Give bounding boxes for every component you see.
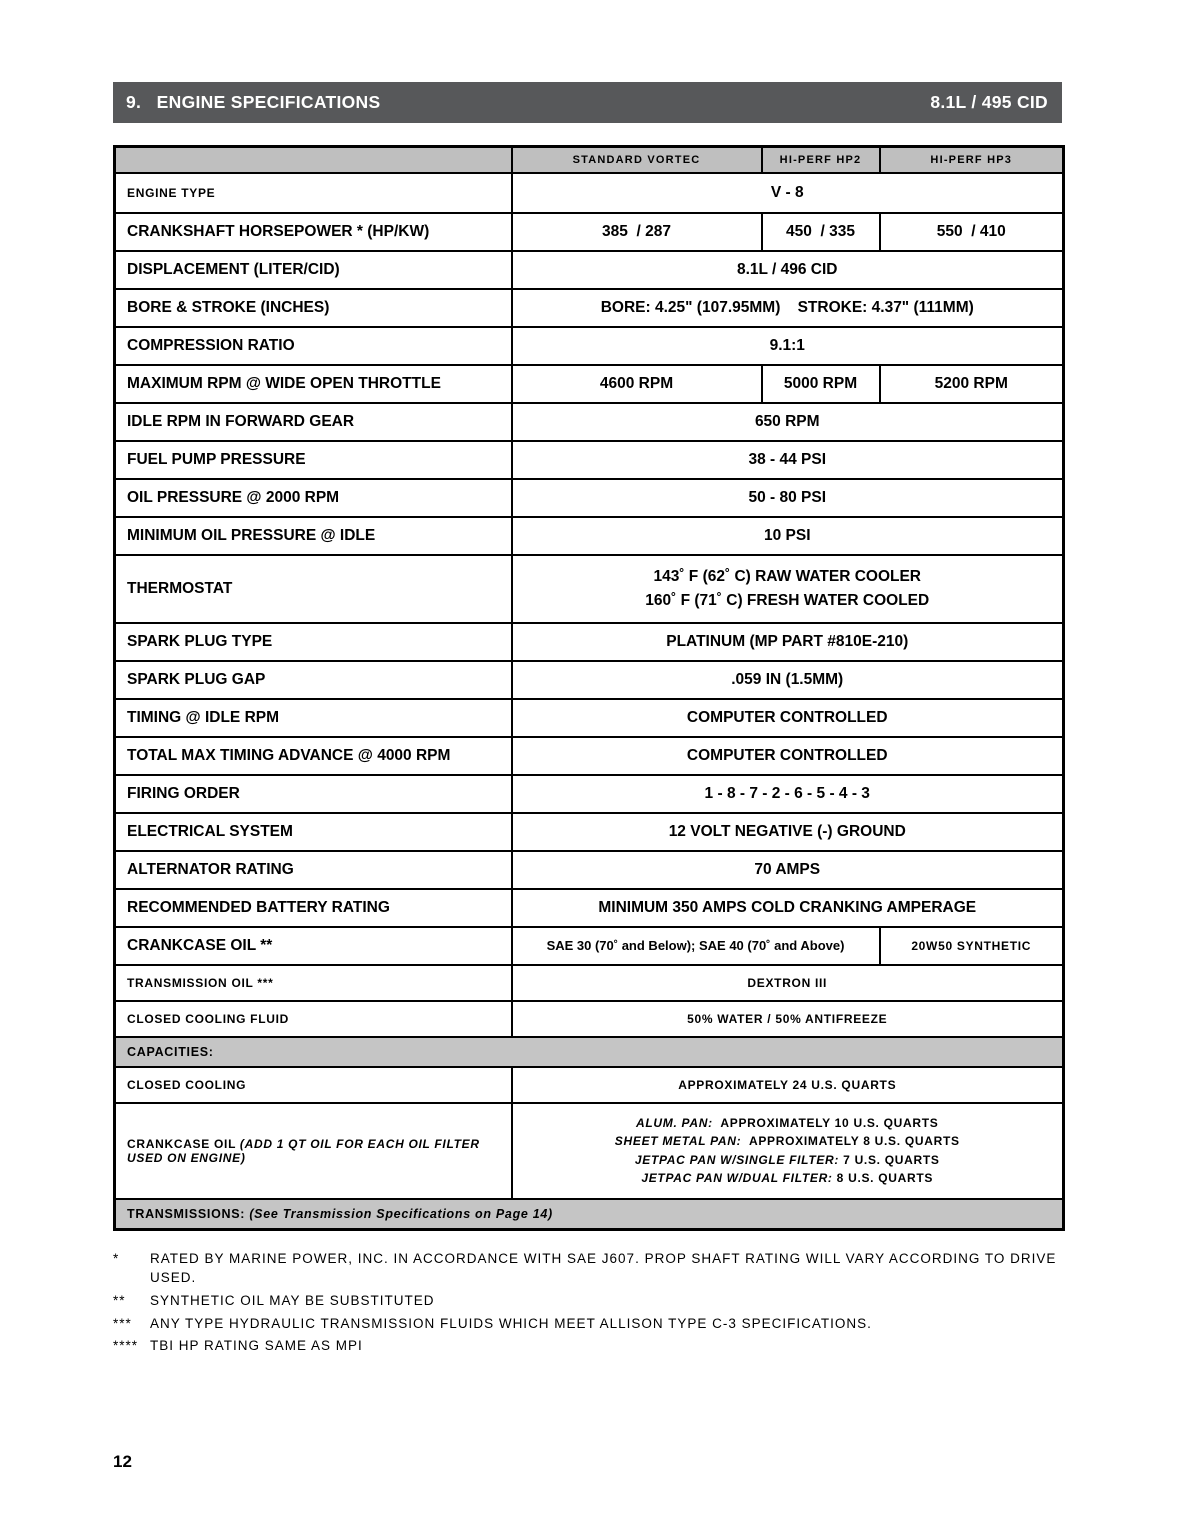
row-value: 50 - 80 PSI <box>512 479 1064 517</box>
row-value: COMPUTER CONTROLLED <box>512 699 1064 737</box>
row-label: BORE & STROKE (INCHES) <box>115 289 512 327</box>
value-line-label: JETPAC PAN W/DUAL FILTER: <box>641 1171 833 1186</box>
table-row <box>115 289 1064 327</box>
row-value: BORE: 4.25" (107.95MM) STROKE: 4.37" (111MM) <box>512 289 1064 327</box>
value-line-label: SHEET METAL PAN: <box>614 1134 742 1149</box>
text-italic-part: (ADD 1 QT OIL FOR EACH OIL FILTER USED ON ENGINE) <box>127 1136 480 1165</box>
row-value: DEXTRON III <box>512 965 1064 1001</box>
table-row <box>115 813 1064 851</box>
column-header: HI-PERF HP2 <box>762 147 880 173</box>
value-line-label: ALUM. PAN: <box>636 1115 713 1130</box>
footnote-marker: ** <box>113 1293 126 1309</box>
footnote-marker: **** <box>113 1338 139 1354</box>
footnote-marker: * <box>113 1250 120 1266</box>
row-label: CLOSED COOLING <box>115 1067 512 1103</box>
text-part: CRANKCASE OIL <box>127 1136 240 1151</box>
row-value: V - 8 <box>512 173 1064 213</box>
row-label: TOTAL MAX TIMING ADVANCE @ 4000 RPM <box>115 737 512 775</box>
row-value: 1 - 8 - 7 - 2 - 6 - 5 - 4 - 3 <box>512 775 1064 813</box>
value-line-text: APPROXIMATELY 10 U.S. QUARTS <box>712 1115 939 1130</box>
row-label <box>115 1103 512 1199</box>
value-line <box>521 1169 1055 1188</box>
row-value: MINIMUM 350 AMPS COLD CRANKING AMPERAGE <box>512 889 1064 927</box>
footnote-text: TBI HP RATING SAME AS MPI <box>150 1338 363 1354</box>
table-row <box>115 889 1064 927</box>
row-value: APPROXIMATELY 24 U.S. QUARTS <box>512 1067 1064 1103</box>
row-label: SPARK PLUG GAP <box>115 661 512 699</box>
row-value <box>512 555 1064 623</box>
row-value: 4600 RPM <box>512 365 762 403</box>
row-value: 5200 RPM <box>880 365 1064 403</box>
row-label: RECOMMENDED BATTERY RATING <box>115 889 512 927</box>
row-value: 12 VOLT NEGATIVE (-) GROUND <box>512 813 1064 851</box>
value-line-text: APPROXIMATELY 8 U.S. QUARTS <box>741 1134 960 1149</box>
table-row <box>115 327 1064 365</box>
row-label: CLOSED COOLING FLUID <box>115 1001 512 1037</box>
column-header: HI-PERF HP3 <box>880 147 1064 173</box>
table-row <box>115 1001 1064 1037</box>
row-value: 385 / 287 <box>512 213 762 251</box>
row-value: PLATINUM (MP PART #810E-210) <box>512 623 1064 661</box>
value-line-text: 7 U.S. QUARTS <box>839 1152 940 1167</box>
column-header-empty <box>115 147 512 173</box>
row-value: 650 RPM <box>512 403 1064 441</box>
footnote-text: RATED BY MARINE POWER, INC. IN ACCORDANCE WITH SAE J607. PROP SHAFT RATING WILL VARY ACCORDING TO DRIVE USED. <box>150 1250 1057 1286</box>
table-row <box>115 965 1064 1001</box>
text-part: CAPACITIES: <box>127 1044 214 1059</box>
table-row <box>115 173 1064 213</box>
column-header: STANDARD VORTEC <box>512 147 762 173</box>
text-italic-part: (See Transmission Specifications on Page 14) <box>249 1206 553 1221</box>
value-line-text: 8 U.S. QUARTS <box>832 1171 934 1186</box>
value-line: 143˚ F (62˚ C) RAW WATER COOLER <box>653 567 922 585</box>
row-label: ENGINE TYPE <box>115 173 512 213</box>
table-row <box>115 661 1064 699</box>
row-label: FUEL PUMP PRESSURE <box>115 441 512 479</box>
table-row <box>115 441 1064 479</box>
row-value: 8.1L / 496 CID <box>512 251 1064 289</box>
row-value <box>512 1103 1064 1199</box>
spec-table-body <box>115 147 1064 1230</box>
row-label: ALTERNATOR RATING <box>115 851 512 889</box>
footnotes <box>113 1249 1062 1356</box>
row-value: 10 PSI <box>512 517 1064 555</box>
row-label: OIL PRESSURE @ 2000 RPM <box>115 479 512 517</box>
footnote-marker: *** <box>113 1315 132 1331</box>
table-row <box>115 1103 1064 1199</box>
table-row <box>115 699 1064 737</box>
table-row <box>115 927 1064 965</box>
row-label: CRANKSHAFT HORSEPOWER * (HP/KW) <box>115 213 512 251</box>
row-label: MINIMUM OIL PRESSURE @ IDLE <box>115 517 512 555</box>
row-value-main: SAE 30 (70˚ and Below); SAE 40 (70˚ and Above) <box>512 927 880 965</box>
value-line <box>521 1114 1055 1133</box>
table-row <box>115 365 1064 403</box>
section-row-cell <box>115 1199 1064 1230</box>
footnote <box>113 1336 1062 1356</box>
footnote <box>113 1314 1062 1334</box>
value-line: 160˚ F (71˚ C) FRESH WATER COOLED <box>645 591 930 609</box>
text-part: TRANSMISSIONS: <box>127 1206 250 1221</box>
table-row <box>115 403 1064 441</box>
table-row <box>115 851 1064 889</box>
row-value: 38 - 44 PSI <box>512 441 1064 479</box>
table-row <box>115 1067 1064 1103</box>
table-row <box>115 623 1064 661</box>
row-value: 50% WATER / 50% ANTIFREEZE <box>512 1001 1064 1037</box>
footnote-text: SYNTHETIC OIL MAY BE SUBSTITUTED <box>150 1293 435 1309</box>
footnote-text: ANY TYPE HYDRAULIC TRANSMISSION FLUIDS WHICH MEET ALLISON TYPE C-3 SPECIFICATIONS. <box>150 1315 872 1331</box>
footnote <box>113 1249 1062 1288</box>
row-label: TRANSMISSION OIL *** <box>115 965 512 1001</box>
row-value: 450 / 335 <box>762 213 880 251</box>
row-label: MAXIMUM RPM @ WIDE OPEN THROTTLE <box>115 365 512 403</box>
value-line <box>521 1132 1055 1151</box>
engine-spec-table <box>113 145 1065 1231</box>
table-row <box>115 479 1064 517</box>
row-label: SPARK PLUG TYPE <box>115 623 512 661</box>
row-label: CRANKCASE OIL ** <box>115 927 512 965</box>
row-label: TIMING @ IDLE RPM <box>115 699 512 737</box>
table-row <box>115 213 1064 251</box>
section-header-bar <box>113 82 1062 123</box>
table-row <box>115 1037 1064 1067</box>
row-value: .059 IN (1.5MM) <box>512 661 1064 699</box>
page-number: 12 <box>113 1451 132 1471</box>
table-row <box>115 737 1064 775</box>
footnote <box>113 1291 1062 1311</box>
row-label: COMPRESSION RATIO <box>115 327 512 365</box>
table-row <box>115 555 1064 623</box>
row-value: 5000 RPM <box>762 365 880 403</box>
table-row <box>115 517 1064 555</box>
row-label: THERMOSTAT <box>115 555 512 623</box>
table-row <box>115 775 1064 813</box>
row-label: DISPLACEMENT (LITER/CID) <box>115 251 512 289</box>
table-row <box>115 1199 1064 1230</box>
section-row-cell <box>115 1037 1064 1067</box>
table-row <box>115 251 1064 289</box>
row-value: 550 / 410 <box>880 213 1064 251</box>
row-label: FIRING ORDER <box>115 775 512 813</box>
value-line-label: JETPAC PAN W/SINGLE FILTER: <box>634 1152 840 1167</box>
engine-model-label: 8.1L / 495 CID <box>930 92 1048 112</box>
row-value: 70 AMPS <box>512 851 1064 889</box>
table-header-row <box>115 147 1064 173</box>
row-value: 9.1:1 <box>512 327 1064 365</box>
section-title: 9. ENGINE SPECIFICATIONS <box>126 92 381 112</box>
row-label: IDLE RPM IN FORWARD GEAR <box>115 403 512 441</box>
row-label: ELECTRICAL SYSTEM <box>115 813 512 851</box>
row-value: COMPUTER CONTROLLED <box>512 737 1064 775</box>
row-value-right: 20W50 SYNTHETIC <box>880 927 1064 965</box>
value-line <box>521 1151 1055 1170</box>
